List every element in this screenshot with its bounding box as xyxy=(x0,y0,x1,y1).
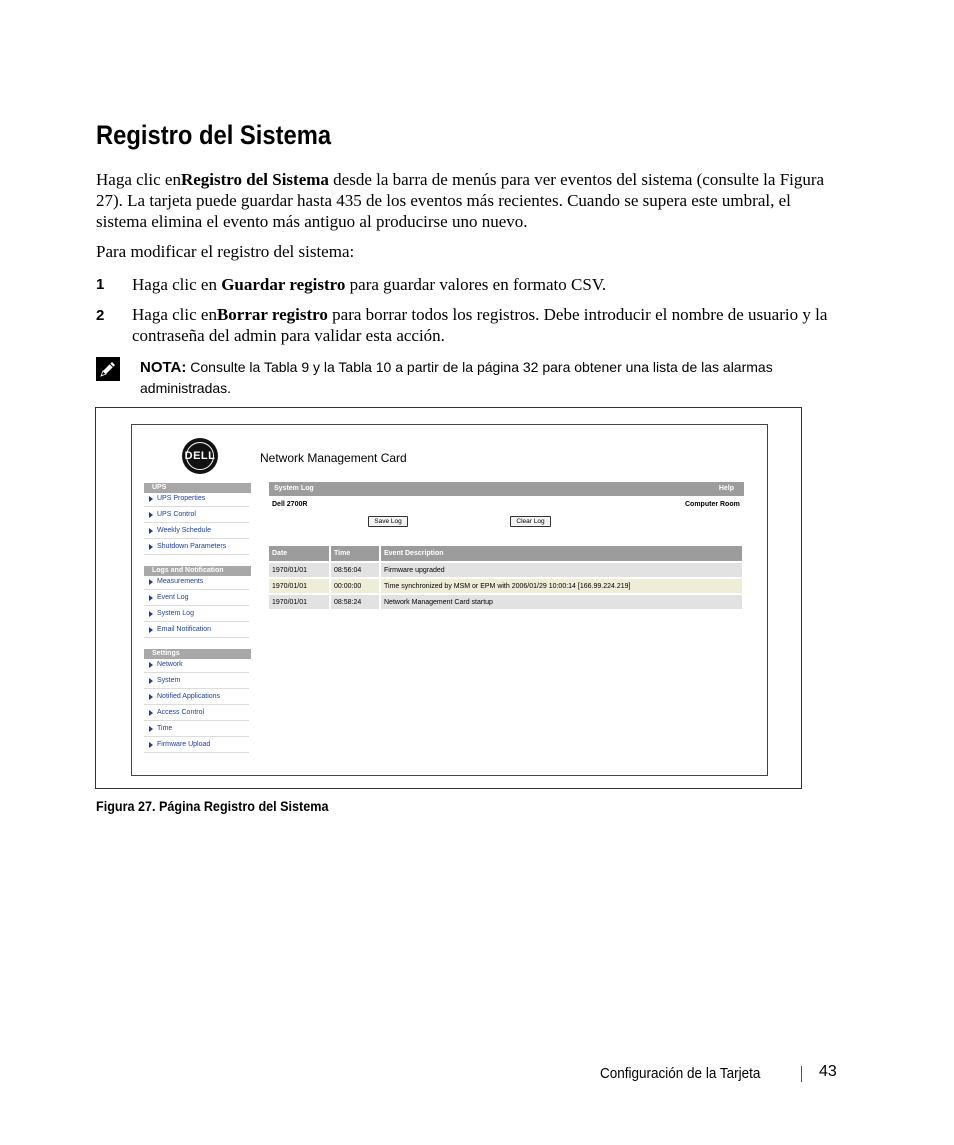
pencil-note-icon xyxy=(96,357,120,381)
device-name: Dell 2700R xyxy=(272,501,308,508)
page-number: 43 xyxy=(819,1063,837,1080)
sidebar-item[interactable] xyxy=(144,575,249,590)
arrow-right-icon xyxy=(149,496,153,502)
arrow-right-icon xyxy=(149,528,153,534)
step-text-c: para guardar valores en formato CSV. xyxy=(345,275,607,294)
step-text-a: Haga clic en xyxy=(132,305,217,324)
cell-time: 08:56:04 xyxy=(330,562,380,578)
sidebar-item-label: Event Log xyxy=(157,593,189,601)
table-row xyxy=(269,562,743,578)
intro-text-c: desde la barra de menús para ver eventos del sistema (consulte la Figura 27). La tarjeta puede guardar hasta 435 de los eventos más recientes. Cuando se supera este umbral, el sistema elimina el evento más antiguo al producirse uno nuevo. xyxy=(96,170,825,231)
cell-date: 1970/01/01 xyxy=(269,578,330,594)
step-action-name: Borrar registro xyxy=(216,305,328,324)
intro-paragraph xyxy=(96,169,836,232)
page-title: Registro del Sistema xyxy=(96,120,332,150)
sidebar-item-label: Measurements xyxy=(157,578,204,585)
sidebar-item[interactable] xyxy=(144,690,249,705)
modify-instruction: Para modificar el registro del sistema: xyxy=(96,242,355,261)
sidebar-item[interactable] xyxy=(144,540,249,555)
step-number: 1 xyxy=(96,276,105,293)
note-label: NOTA: xyxy=(140,359,187,376)
arrow-right-icon xyxy=(149,710,153,716)
arrow-right-icon xyxy=(149,742,153,748)
embedded-screenshot xyxy=(131,424,768,776)
sidebar-item[interactable] xyxy=(144,524,249,539)
arrow-right-icon xyxy=(149,678,153,684)
sidebar-item-label: Shutdown Parameters xyxy=(157,542,227,550)
sidebar-section-header: Logs and Notification xyxy=(144,566,251,576)
system-log-table xyxy=(269,546,744,609)
column-header-event: Event Description xyxy=(380,546,743,562)
cell-event: Firmware upgraded xyxy=(380,562,743,578)
step-text xyxy=(132,304,852,346)
step-number: 2 xyxy=(96,307,105,324)
figure-caption: Figura 27. Página Registro del Sistema xyxy=(96,798,329,814)
column-header-date: Date xyxy=(269,546,330,562)
sidebar-section-header: Settings xyxy=(144,649,251,659)
sidebar-item[interactable] xyxy=(144,658,249,673)
sidebar-item[interactable] xyxy=(144,492,249,507)
arrow-right-icon xyxy=(149,512,153,518)
column-header-time: Time xyxy=(330,546,380,562)
sidebar-item-label: Network xyxy=(157,661,183,668)
table-row xyxy=(269,594,743,609)
sidebar-item[interactable] xyxy=(144,607,249,622)
arrow-right-icon xyxy=(149,627,153,633)
arrow-right-icon xyxy=(149,662,153,668)
table-header-row xyxy=(269,546,743,562)
arrow-right-icon xyxy=(149,579,153,585)
cell-event: Network Management Card startup xyxy=(380,594,743,609)
cell-event: Time synchronized by MSM or EPM with 2006/01/29 10:00:14 [166.99.224.219] xyxy=(380,578,743,594)
step-text-c: para borrar todos los registros. Debe introducir el nombre de usuario y la contraseña del admin para validar esta acción. xyxy=(132,305,828,345)
sidebar-item-label: System xyxy=(157,676,181,684)
footer-section: Configuración de la Tarjeta xyxy=(600,1065,761,1082)
sidebar-item-label: Time xyxy=(157,724,173,732)
sidebar-item[interactable] xyxy=(144,706,249,721)
sidebar-item[interactable] xyxy=(144,674,249,689)
note-text: Consulte la Tabla 9 y la Tabla 10 a partir de la página 32 para obtener una lista de las alarmas administradas. xyxy=(140,359,773,396)
dell-logo: DELL xyxy=(182,438,218,474)
step-text-a: Haga clic en xyxy=(132,275,222,294)
note xyxy=(140,357,840,398)
sidebar-section-header: UPS xyxy=(144,483,251,493)
sidebar-item-label: UPS Properties xyxy=(157,495,206,502)
cell-time: 00:00:00 xyxy=(330,578,380,594)
sidebar-item-label: UPS Control xyxy=(157,510,196,518)
step-text xyxy=(132,274,852,295)
system-log-title: System Log xyxy=(274,485,314,492)
save-log-button[interactable]: Save Log xyxy=(368,516,408,527)
device-location: Computer Room xyxy=(685,501,740,508)
sidebar-item-label: Weekly Schedule xyxy=(157,526,211,534)
app-title: Network Management Card xyxy=(260,451,407,465)
step-action-name: Guardar registro xyxy=(221,275,346,294)
cell-date: 1970/01/01 xyxy=(269,594,330,609)
system-log-header xyxy=(269,482,744,496)
arrow-right-icon xyxy=(149,611,153,617)
logo-ring xyxy=(186,442,214,470)
sidebar-item-label: Notified Applications xyxy=(157,692,221,700)
footer-divider xyxy=(801,1066,802,1082)
cell-time: 08:58:24 xyxy=(330,594,380,609)
arrow-right-icon xyxy=(149,694,153,700)
sidebar-item-label: System Log xyxy=(157,609,194,617)
clear-log-button[interactable]: Clear Log xyxy=(510,516,551,527)
cell-date: 1970/01/01 xyxy=(269,562,330,578)
sidebar-item[interactable] xyxy=(144,738,249,753)
sidebar-item[interactable] xyxy=(144,508,249,523)
help-link[interactable]: Help xyxy=(718,485,734,492)
arrow-right-icon xyxy=(149,544,153,550)
sidebar-item[interactable] xyxy=(144,591,249,606)
sidebar-item-label: Firmware Upload xyxy=(157,740,211,748)
table-row xyxy=(269,578,743,594)
sidebar-item-label: Email Notification xyxy=(157,625,212,633)
arrow-right-icon xyxy=(149,595,153,601)
intro-menu-name: Registro del Sistema xyxy=(180,170,329,189)
sidebar-item[interactable] xyxy=(144,722,249,737)
intro-text-a: Haga clic en xyxy=(96,170,181,189)
sidebar-item[interactable] xyxy=(144,623,249,638)
sidebar-item-label: Access Control xyxy=(157,708,205,716)
arrow-right-icon xyxy=(149,726,153,732)
